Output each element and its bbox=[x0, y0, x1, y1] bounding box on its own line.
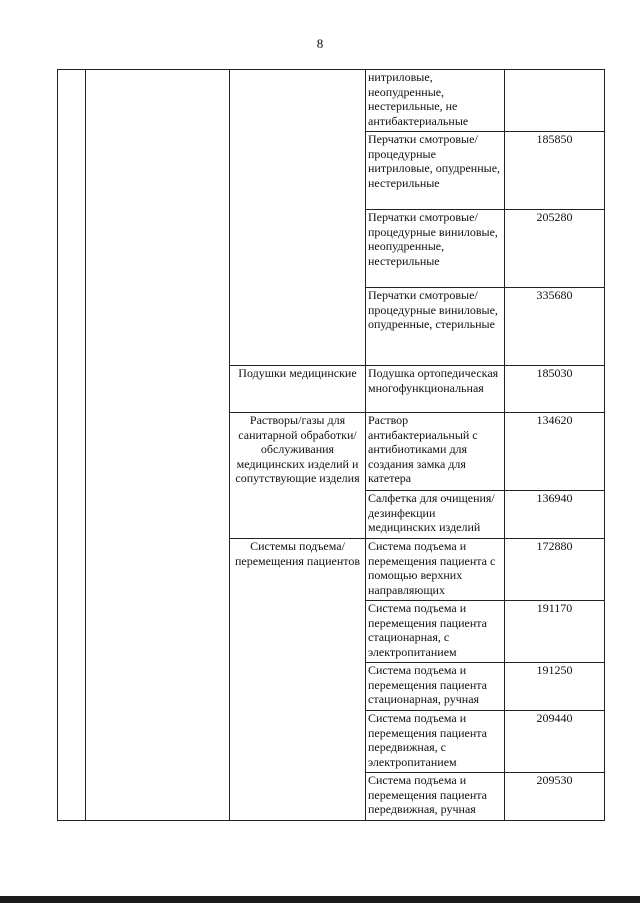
item-cell: Салфетка для очищения/дезинфекции медицинских изделий bbox=[366, 491, 505, 539]
code-cell: 209530 bbox=[505, 773, 605, 821]
item-cell: нитриловые, неопудренные, нестерильные, не антибактериальные bbox=[366, 70, 505, 132]
code-cell: 172880 bbox=[505, 539, 605, 601]
code-cell bbox=[505, 70, 605, 132]
code-cell: 209440 bbox=[505, 711, 605, 773]
page-number: 8 bbox=[316, 36, 324, 51]
table-row bbox=[58, 70, 605, 132]
category-cell: Системы подъема/перемещения пациентов bbox=[230, 539, 366, 821]
code-cell: 335680 bbox=[505, 288, 605, 366]
code-cell: 205280 bbox=[505, 210, 605, 288]
code-cell: 185850 bbox=[505, 132, 605, 210]
item-cell: Система подъема и перемещения пациента передвижная, ручная bbox=[366, 773, 505, 821]
item-cell: Система подъема и перемещения пациента с помощью верхних направляющих bbox=[366, 539, 505, 601]
item-cell: Раствор антибактериальный с антибиотиками для создания замка для катетера bbox=[366, 413, 505, 491]
code-cell: 136940 bbox=[505, 491, 605, 539]
item-cell: Перчатки смотровые/ процедурные виниловые, неопудренные, нестерильные bbox=[366, 210, 505, 288]
item-cell: Система подъема и перемещения пациента стационарная, ручная bbox=[366, 663, 505, 711]
code-cell: 134620 bbox=[505, 413, 605, 491]
item-cell: Система подъема и перемещения пациента стационарная, с электропитанием bbox=[366, 601, 505, 663]
code-cell: 191250 bbox=[505, 663, 605, 711]
category-cell: Подушки медицинские bbox=[230, 366, 366, 413]
code-cell: 185030 bbox=[505, 366, 605, 413]
col-section-cell bbox=[86, 70, 230, 821]
device-table bbox=[57, 69, 605, 821]
category-cell bbox=[230, 70, 366, 366]
col-number-cell bbox=[58, 70, 86, 821]
item-cell: Перчатки смотровые/ процедурные виниловые, опудренные, стерильные bbox=[366, 288, 505, 366]
item-cell: Система подъема и перемещения пациента передвижная, с электропитанием bbox=[366, 711, 505, 773]
scan-edge-rule bbox=[0, 896, 640, 903]
item-cell: Подушка ортопедическая многофункциональная bbox=[366, 366, 505, 413]
category-cell: Растворы/газы для санитарной обработки/ обслуживания медицинских изделий и сопутствующие изделия bbox=[230, 413, 366, 539]
item-cell: Перчатки смотровые/ процедурные нитриловые, опудренные, нестерильные bbox=[366, 132, 505, 210]
code-cell: 191170 bbox=[505, 601, 605, 663]
